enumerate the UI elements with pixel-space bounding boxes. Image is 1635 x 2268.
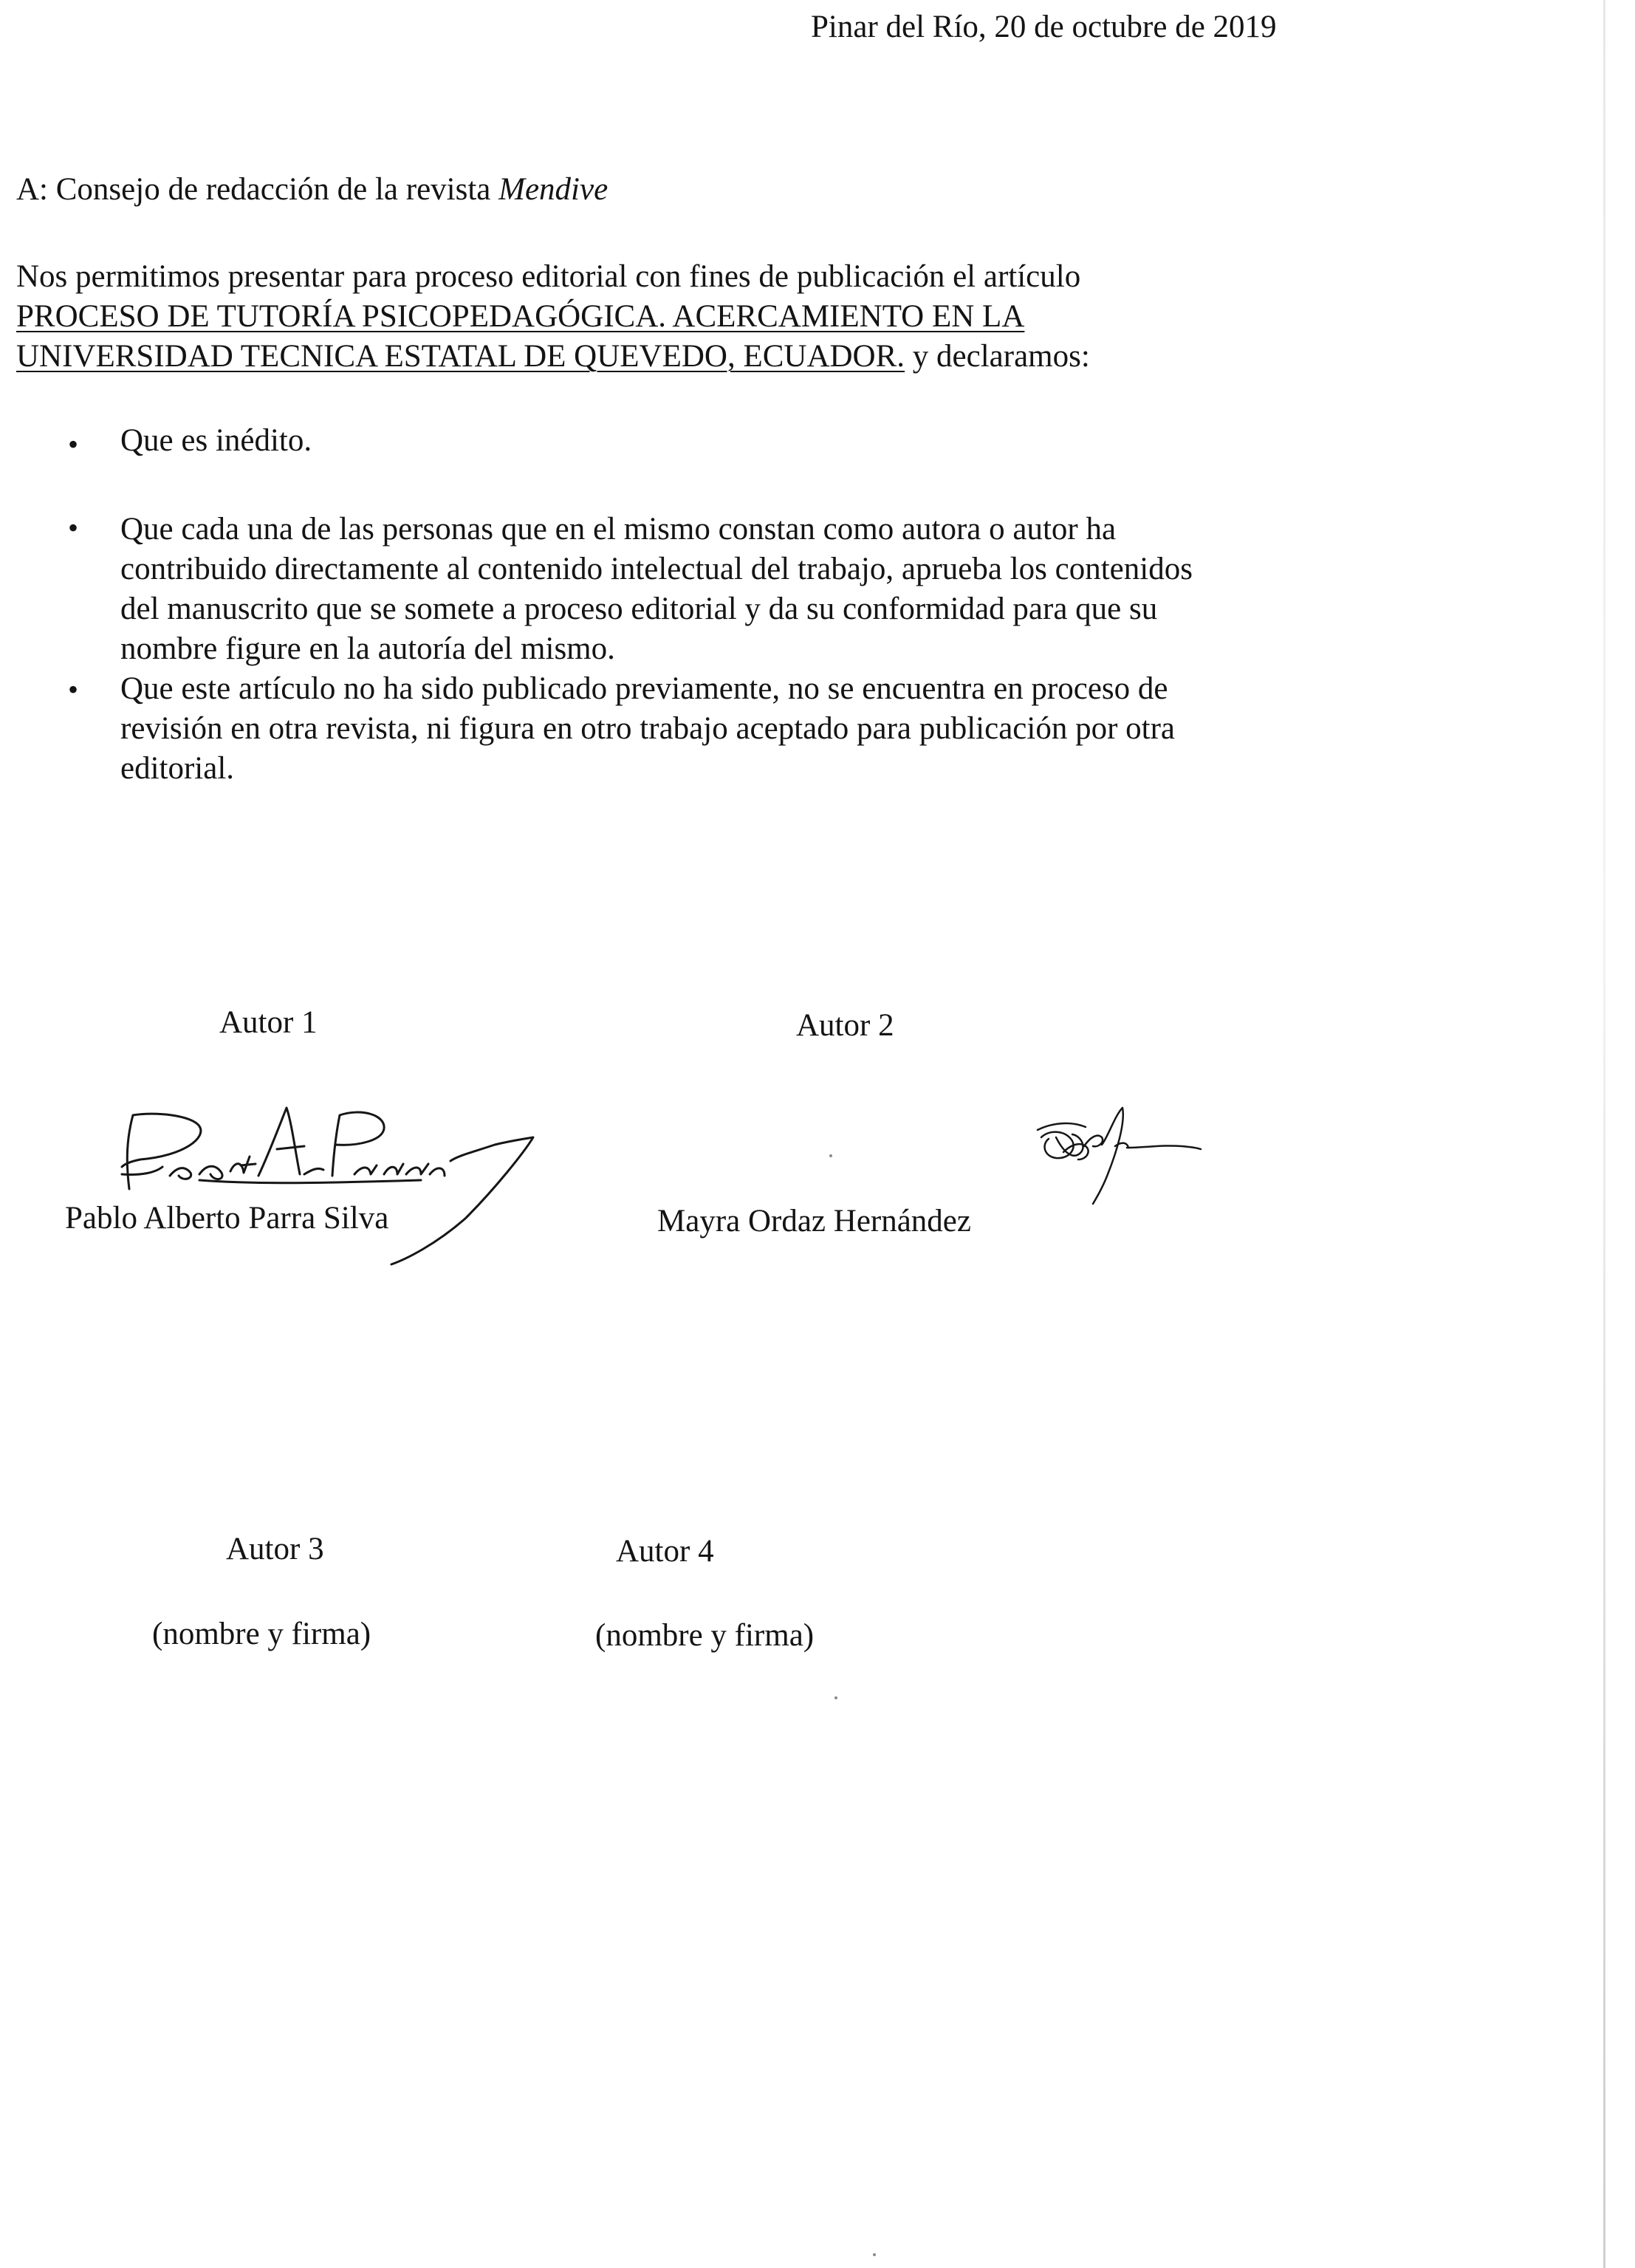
author-2-name: Mayra Ordaz Hernández	[657, 1204, 971, 1239]
article-title-text-1: PROCESO DE TUTORÍA PSICOPEDAGÓGICA. ACERCAMIENTO EN LA	[16, 299, 1025, 334]
author-4-label: Autor 4	[616, 1534, 714, 1569]
author-1-label: Autor 1	[219, 1005, 318, 1040]
author-4-placeholder: (nombre y firma)	[595, 1618, 815, 1653]
bullet-icon: •	[68, 428, 79, 461]
declaration-item-2-line: contribuido directamente al contenido intelectual del trabajo, aprueba los contenidos	[120, 552, 1193, 586]
bullet-icon: •	[68, 673, 79, 706]
declaration-item-3-line: editorial.	[120, 751, 235, 786]
author-3-label: Autor 3	[226, 1532, 324, 1566]
article-title-line-2	[16, 337, 1090, 377]
intro-line: Nos permitimos presentar para proceso editorial con fines de publicación el artículo	[16, 259, 1081, 294]
author-1-signature	[111, 1093, 539, 1270]
declaration-item-3-line: revisión en otra revista, ni figura en otro trabajo aceptado para publicación por otra	[120, 711, 1175, 746]
author-2-label: Autor 2	[796, 1008, 894, 1043]
declaration-item-2-line: Que cada una de las personas que en el mismo constan como autora o autor ha	[120, 512, 1117, 547]
scan-speck	[829, 1154, 832, 1157]
article-title-line-1	[16, 297, 1024, 337]
author-3-placeholder: (nombre y firma)	[152, 1617, 371, 1651]
place-date: Pinar del Río, 20 de octubre de 2019	[811, 10, 1277, 44]
author-1-name: Pablo Alberto Parra Silva	[65, 1201, 389, 1236]
scan-edge	[1603, 0, 1605, 2268]
journal-name: Mendive	[498, 172, 609, 207]
scan-speck	[873, 2253, 876, 2256]
declaration-item-2-line: del manuscrito que se somete a proceso editorial y da su conformidad para que su	[120, 592, 1158, 626]
addressee-prefix: A: Consejo de redacción de la revista	[16, 172, 499, 207]
bullet-icon: •	[68, 511, 79, 544]
declaration-item-2-line: nombre figure en la autoría del mismo.	[120, 631, 615, 666]
scan-speck	[834, 1696, 837, 1699]
declaration-item-1: Que es inédito.	[120, 423, 312, 458]
author-2-signature	[1034, 1100, 1204, 1219]
declaration-lead: y declaramos:	[905, 339, 1090, 374]
declaration-item-3-line: Que este artículo no ha sido publicado previamente, no se encuentra en proceso de	[120, 671, 1168, 706]
article-title-text-2: UNIVERSIDAD TECNICA ESTATAL DE QUEVEDO, ECUADOR.	[16, 339, 905, 374]
addressee-line	[16, 170, 608, 210]
